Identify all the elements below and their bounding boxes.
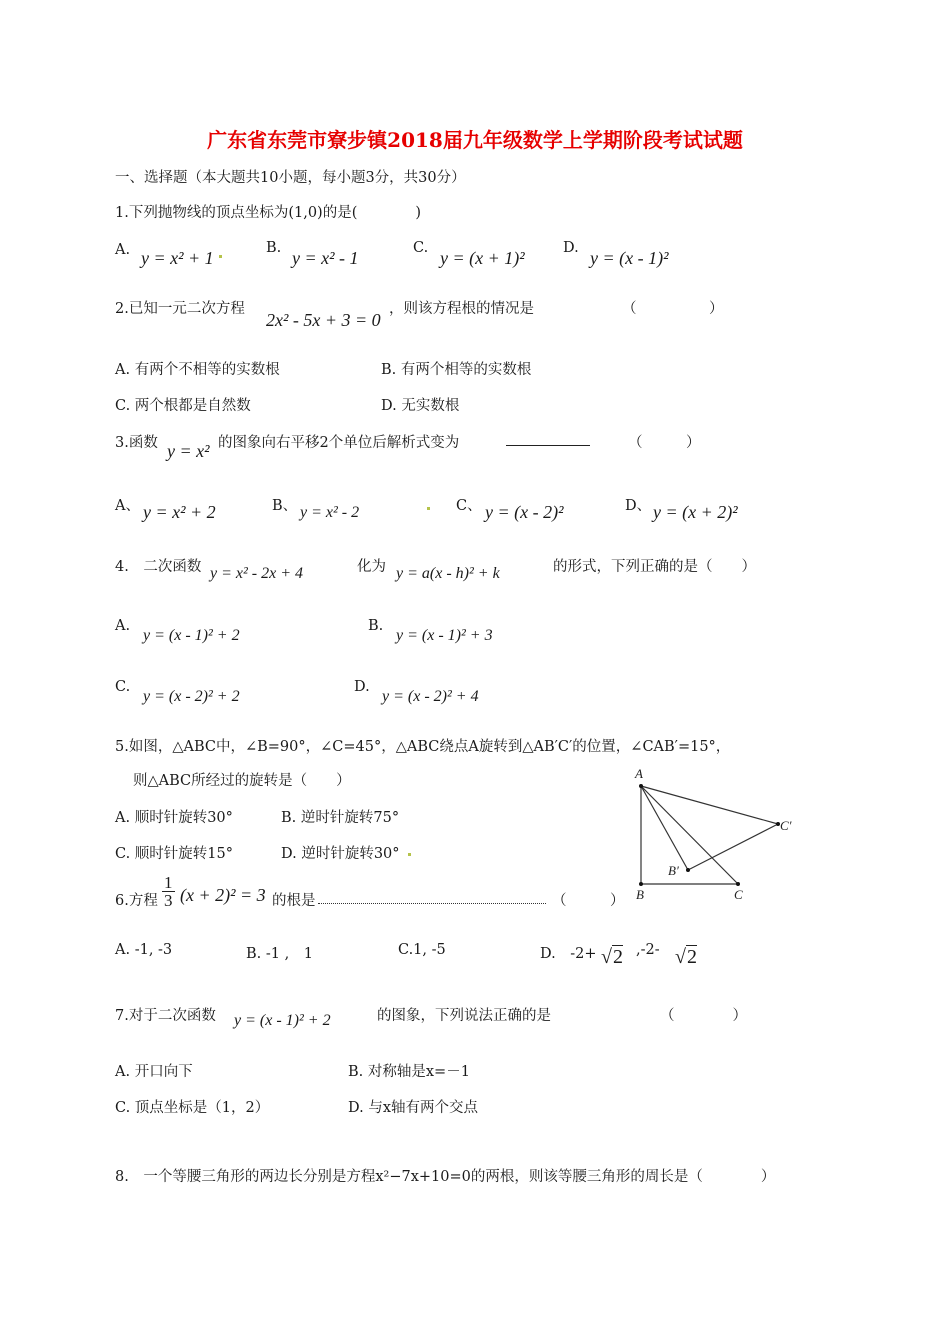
q4-mid: 化为 [357,559,386,575]
q4-label-b: B. [368,618,384,634]
q3-label-a: A、 [115,498,140,514]
q5-option-b: B. 逆时针旋转75° [281,810,400,826]
q3-label-c: C、 [456,498,482,514]
fig-label-b: B [636,887,644,902]
scan-artifact [219,255,222,258]
q6-tail: 的根是 [272,893,316,909]
scan-artifact [427,507,430,510]
q5-triangle-figure [628,764,808,904]
q6-equation: (x + 2)² = 3 [180,885,266,905]
scan-artifact [408,853,411,856]
q6-option-d-radicand-1: 2 [612,946,623,968]
q2-equation: 2x² - 5x + 3 = 0 [266,310,381,330]
q6-option-d-sqrt-1: √2 [601,946,623,968]
q3-equation: y = x² [167,441,210,461]
q5-stem-line-1: 5.如图，△ABC中，∠B=90°，∠C=45°，△ABC绕点A旋转到△AB′C′的位置，∠CAB′=15°， [115,739,731,755]
q3-stem: 3.函数 [115,435,158,451]
q6-option-d: D. -2+ [540,946,597,962]
q7-option-b: B. 对称轴是x=－1 [348,1064,470,1080]
q2-option-a: A. 有两个不相等的实数根 [115,362,280,378]
q2-option-d: D. 无实数根 [381,398,460,414]
q6-option-d-radicand-2: 2 [686,946,697,968]
q4-option-d: y = (x - 2)² + 4 [382,688,479,705]
q7-stem: 7.对于二次函数 [115,1008,216,1024]
q1-label-b: B. [266,240,282,256]
section-heading: 一、选择题（本大题共10小题，每小题3分，共30分） [115,170,466,186]
q6-option-d-sqrt-2: √2 [675,946,697,968]
q3-option-d: y = (x + 2)² [653,502,738,522]
q7-option-c: C. 顶点坐标是（1，2） [115,1100,270,1116]
q4-label-a: A. [115,618,131,634]
q2-paren: （ ） [622,301,724,317]
q6-fraction-numerator: 1 [164,873,173,892]
q3-answer-blank [506,431,590,450]
q1-option-a: y = x² + 1 [141,248,214,268]
fig-label-b-prime: B′ [668,863,679,878]
q3-paren: （ ） [628,435,701,451]
fig-label-c: C [734,887,743,902]
q3-option-c: y = (x - 2)² [485,502,564,522]
q4-option-c: y = (x - 2)² + 2 [143,688,240,705]
q7-paren: （ ） [660,1008,747,1024]
q4-option-a: y = (x - 1)² + 2 [143,627,240,644]
q2-option-c: C. 两个根都是自然数 [115,398,251,414]
q2-option-b: B. 有两个相等的实数根 [381,362,532,378]
q8-stem: 8. 一个等腰三角形的两边长分别是方程x²−7x+10=0的两根，则该等腰三角形的周长是（ ） [115,1169,776,1185]
q6-option-c: C.1, -5 [398,942,446,958]
q7-equation: y = (x - 1)² + 2 [234,1012,331,1029]
q2-stem: 2.已知一元二次方程 [115,301,245,317]
q4-tail: 的形式，下列正确的是（ ） [553,559,756,575]
q4-stem: 4. 二次函数 [115,559,202,575]
q3-tail: 的图象向右平移2个单位后解析式变为 [218,435,460,451]
q3-option-a: y = x² + 2 [143,502,216,522]
fig-label-c-prime: C′ [780,818,792,833]
q5-stem-line-2: 则△ABC所经过的旋转是（ ） [133,773,351,789]
q7-option-d: D. 与x轴有两个交点 [348,1100,479,1116]
q4-label-d: D. [354,679,370,695]
q3-label-b: B、 [272,498,298,514]
q2-tail: ，则该方程根的情况是 [389,301,534,317]
q7-tail: 的图象，下列说法正确的是 [377,1008,551,1024]
q3-option-b: y = x² - 2 [300,504,360,521]
q4-label-c: C. [115,679,131,695]
q6-option-d-mid: ,-2- [636,942,660,958]
q6-answer-blank [318,889,546,908]
q4-equation-1: y = x² - 2x + 4 [210,565,304,582]
q4-equation-2: y = a(x - h)² + k [396,565,500,582]
q1-stem: 1.下列抛物线的顶点坐标为(1,0)的是( ) [115,205,422,221]
q1-option-c: y = (x + 1)² [440,248,525,268]
q6-stem: 6.方程 [115,893,158,909]
q6-fraction [162,874,175,909]
q5-option-d: D. 逆时针旋转30° [281,846,400,862]
page-title: 广东省东莞市寮步镇2018届九年级数学上学期阶段考试试题 [207,128,743,152]
q4-option-b: y = (x - 1)² + 3 [396,627,493,644]
q6-option-a: A. -1, -3 [115,942,173,958]
q6-fraction-denominator: 3 [164,891,173,910]
q5-option-c: C. 顺时针旋转15° [115,846,233,862]
fig-label-a: A [635,766,643,781]
q7-option-a: A. 开口向下 [115,1064,193,1080]
q1-label-a: A. [115,242,131,258]
q6-paren: （ ） [552,893,625,909]
q5-option-a: A. 顺时针旋转30° [115,810,233,826]
q1-option-b: y = x² - 1 [292,248,359,268]
q1-option-d: y = (x - 1)² [590,248,669,268]
q6-option-b: B. -1 , 1 [246,946,313,962]
q1-label-c: C. [413,240,429,256]
q1-label-d: D. [563,240,579,256]
q3-label-d: D、 [625,498,652,514]
